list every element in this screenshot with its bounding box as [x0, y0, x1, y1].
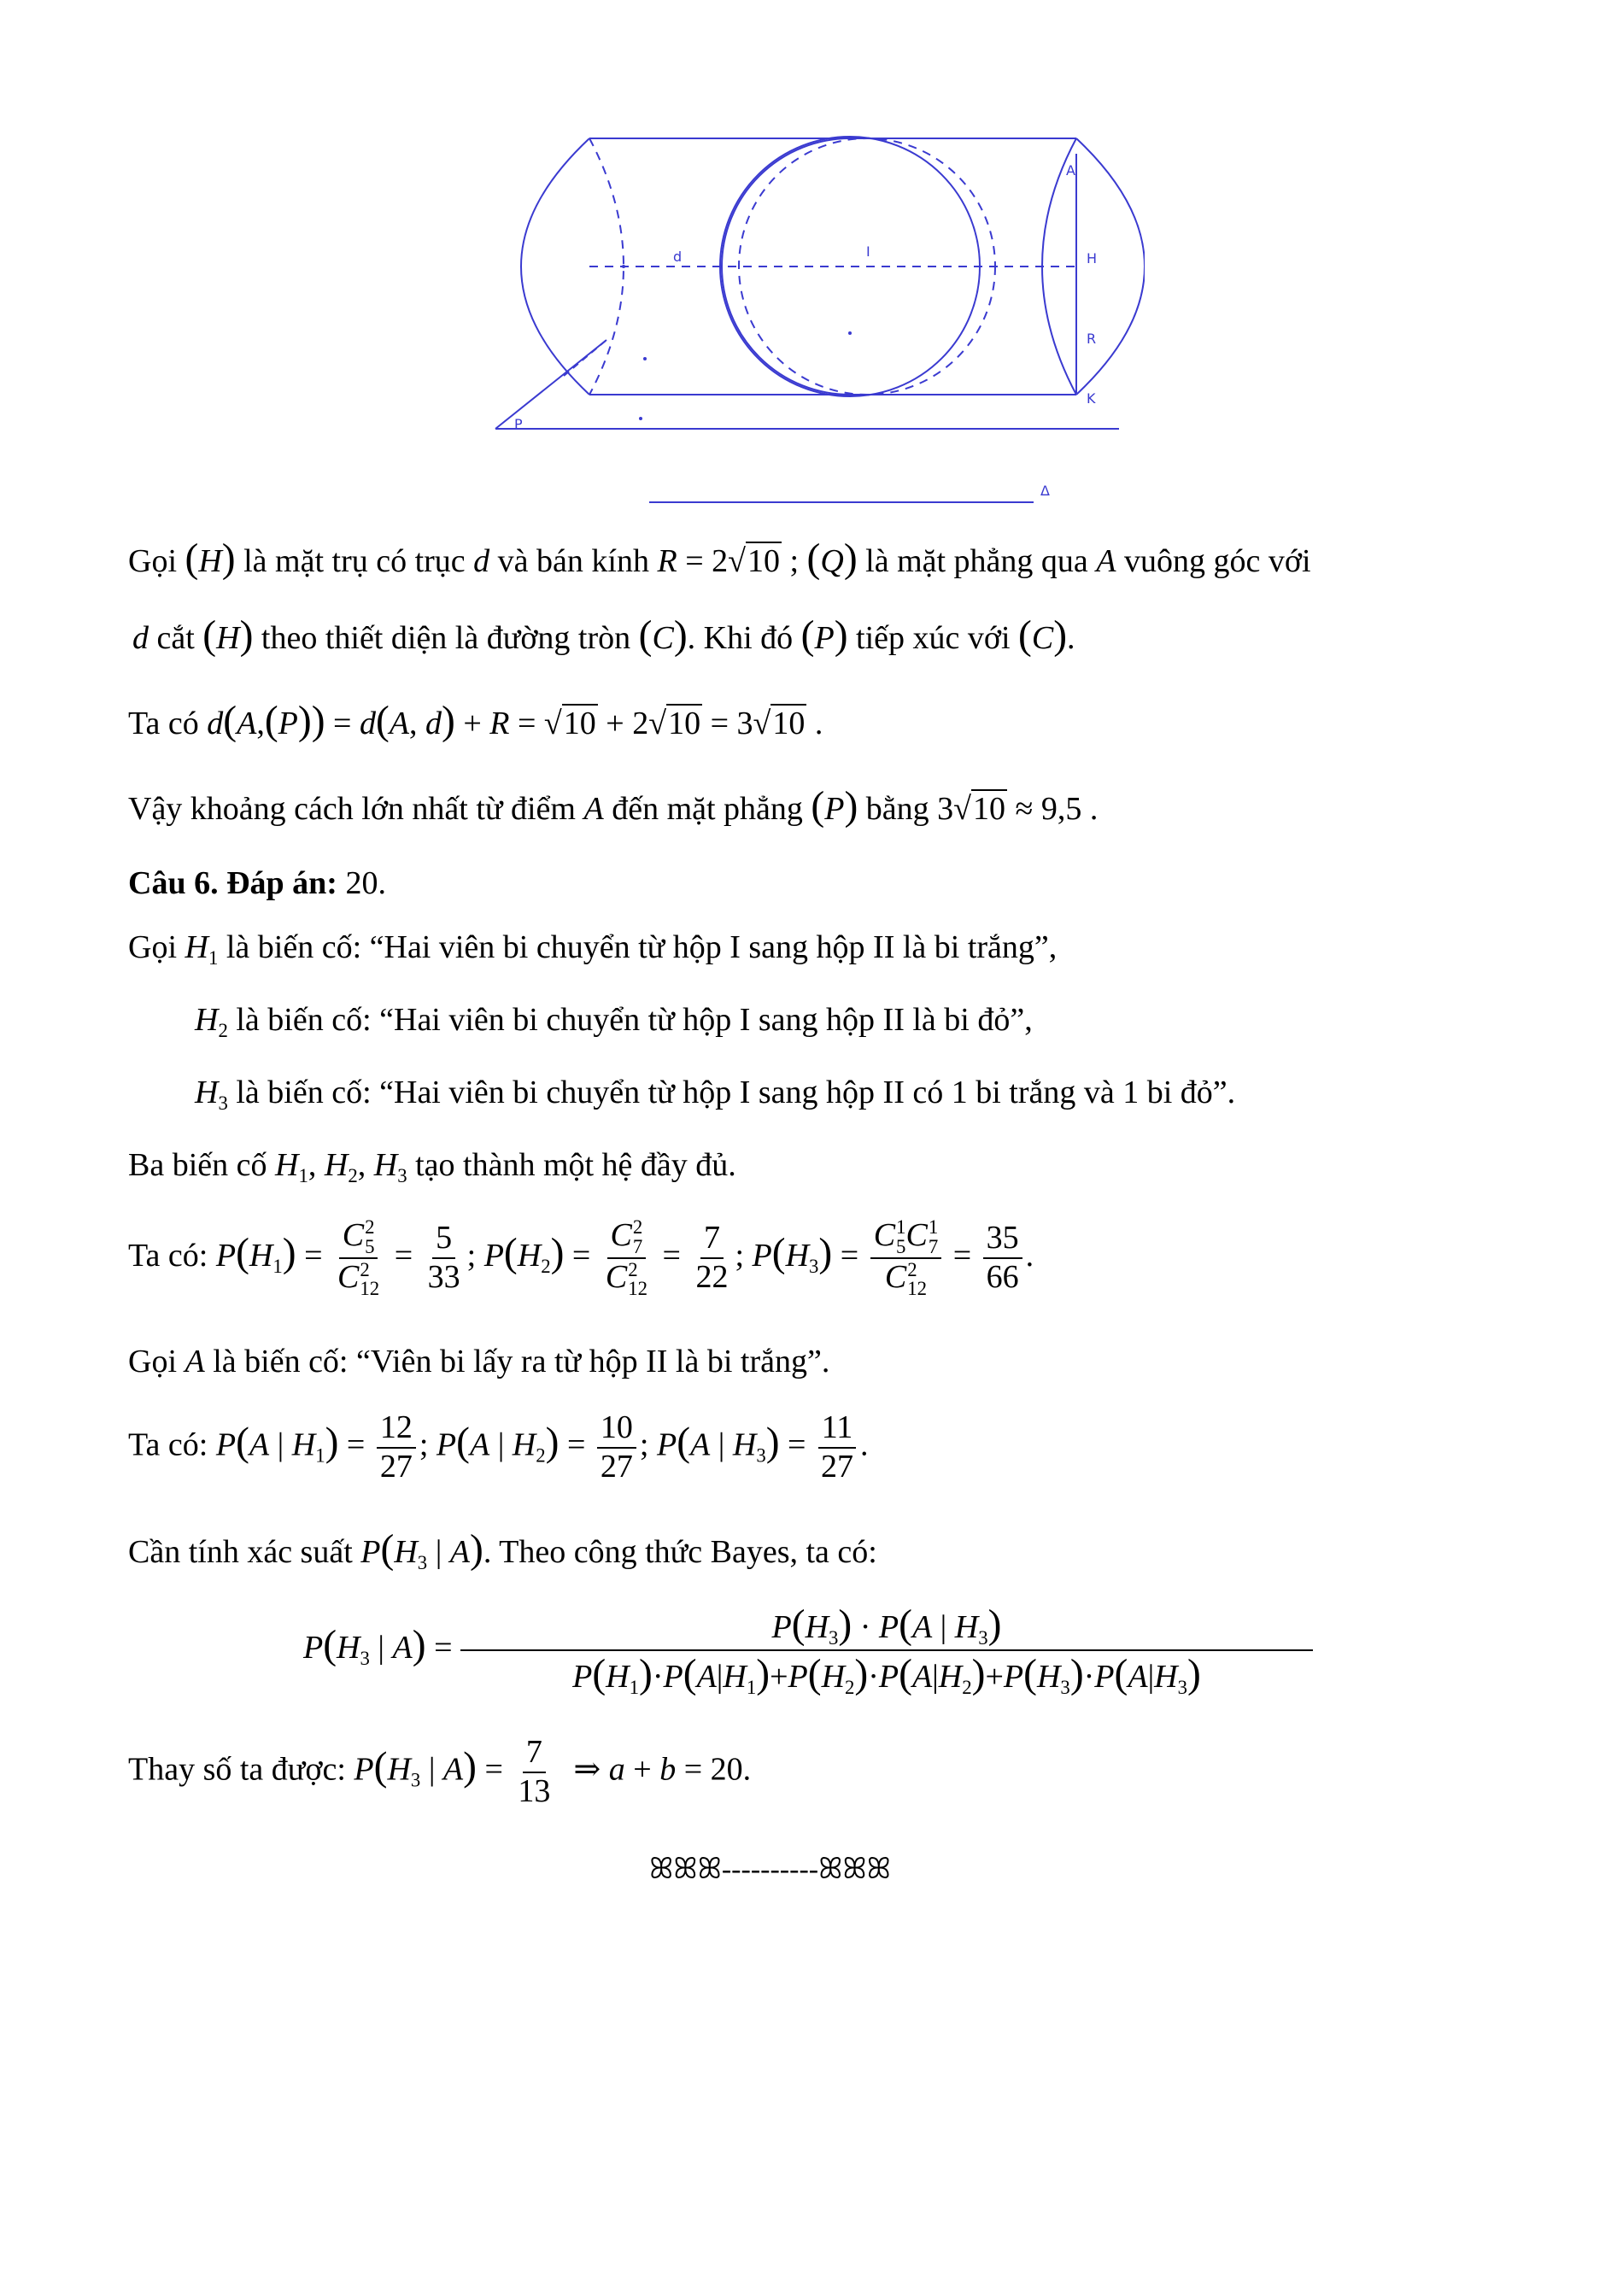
cond-prob-line: Ta có: P(A | $H_1$) = $\frac{12}{27}$ ; P(A | $H_2$) = $\frac{10}{27}$ ; P(A | $H_3$) = $\frac{11}{27}$ . — [128, 1409, 869, 1485]
label-d: d — [673, 249, 683, 265]
label-K: K — [1087, 390, 1096, 407]
need-line: Cần tính xác suất $P(H_3$ | A). Theo công thức Bayes, ta có: — [128, 1527, 877, 1573]
prob-h-line: Ta có: $P(H_1)$ = C 2 5 C 2 12 = $\frac{5}{33}$ ; $P(H_2)$ = C 2 7 C 2 12 = $\frac{7}{22}$ ; $P(H_3)$ = C 1 5 C 1 7 C 2 12 = $\frac{35}{66}$ . — [128, 1216, 1034, 1300]
text-line-1: Gọi (H) là mặt trụ có trục d và bán kính R = 2√10 ; (Q) là mặt phẳng qua A vuông góc với — [128, 536, 1311, 581]
text-line-3: Ta có d(A,(P)) = d(A, d) + R = √10 + 2√10 = 3√10 . — [128, 699, 823, 743]
bayes-formula: $P(H_3$ | A) = $\frac{P(H_3) \cdot P(A | H_3)}{P(H_1)\cdot P(A|H_1)+P(H_2)\cdot P(A|H_2)+P(H_3)\cdot P(A|H_3)}$ — [303, 1602, 1313, 1699]
ornament-divider: ꕤꕤꕤ----------ꕤꕤꕤ — [649, 1854, 891, 1885]
result-line: Thay số ta được: $P(H_3$ | A) = $\frac{7}{13}$ ⇒ a + b = 20. — [128, 1734, 752, 1809]
h2-line: $H_2$ là biến cố: “Hai viên bi chuyển từ hộp I sang hộp II là bi đỏ”, — [195, 1002, 1033, 1041]
label-H: H — [1087, 250, 1098, 266]
system-line: Ba biến cố $H_1$, $H_2$, $H_3$ tạo thành một hệ đầy đủ. — [128, 1147, 736, 1186]
label-delta: Δ — [1040, 483, 1050, 499]
h3-line: $H_3$ là biến cố: “Hai viên bi chuyển từ hộp I sang hộp II có 1 bi trắng và 1 bi đỏ”. — [195, 1075, 1236, 1114]
text-line-2: d cắt (H) theo thiết diện là đường tròn (C). Khi đó (P) tiếp xúc với (C). — [132, 613, 1075, 658]
label-R: R — [1087, 331, 1097, 347]
h1-line: Gọi $H_1$ là biến cố: “Hai viên bi chuyển từ hộp I sang hộp II là bi trắng”, — [128, 929, 1058, 969]
question-title: Câu 6. Đáp án: 20. — [128, 865, 386, 901]
label-I: I — [866, 243, 870, 260]
event-a-line: Gọi A là biến cố: “Viên bi lấy ra từ hộp II là bi trắng”. — [128, 1344, 830, 1379]
label-P: P — [514, 416, 523, 432]
text-line-4: Vậy khoảng cách lớn nhất từ điểm A đến mặt phẳng (P) bằng 3√10 ≈ 9,5 . — [128, 784, 1099, 829]
label-A: A — [1066, 162, 1075, 179]
cylinder-figure — [478, 120, 1145, 504]
